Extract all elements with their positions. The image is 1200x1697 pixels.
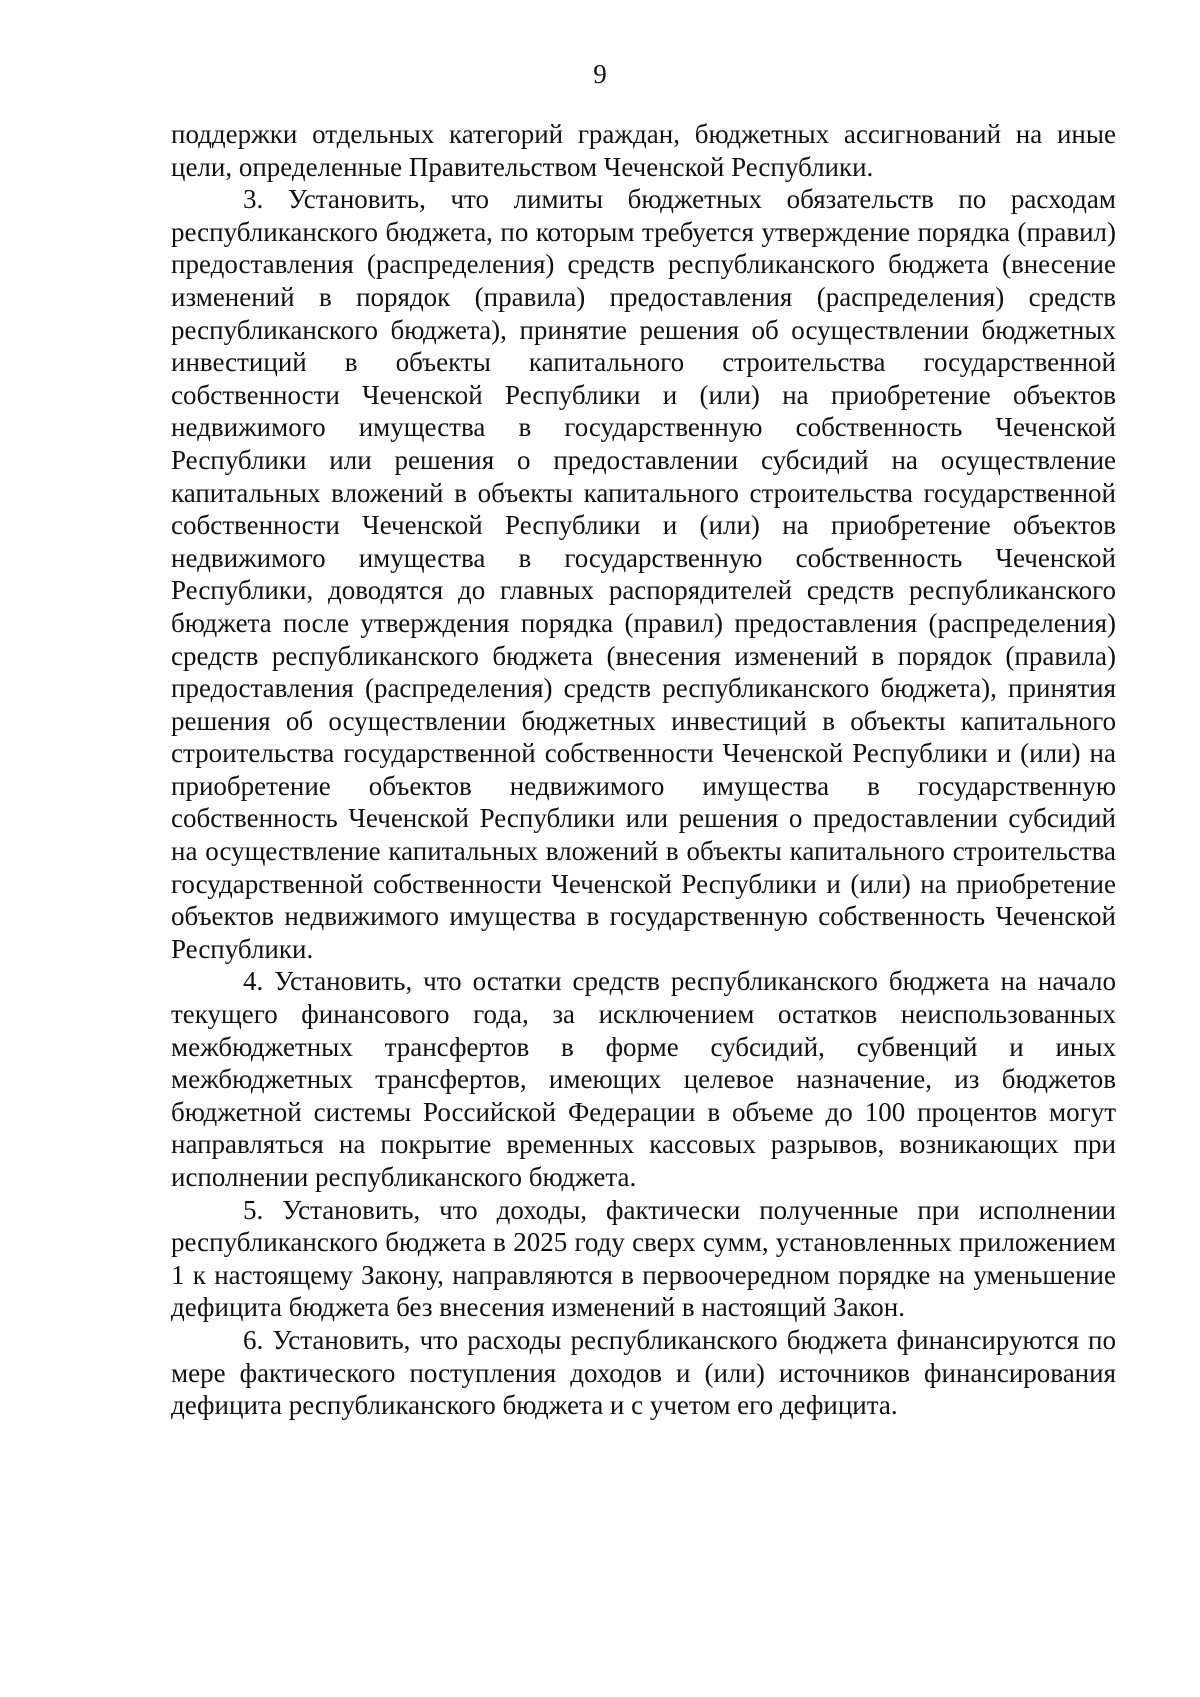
paragraph-continuation: поддержки отдельных категорий граждан, бюджетных ассигнований на иные цели, определенные Правительством Чеченской Республики.	[171, 119, 1116, 182]
paragraph-item-4: 4. Установить, что остатки средств республиканского бюджета на начало текущего финансового года, за исключением остатков неиспользованных межбюджетных трансфертов в форме субсидий, субвенций и иных межбюджетных трансфертов, имеющих целевое назначение, из бюджетов бюджетной системы Российской Федерации в объеме до 100 процентов могут направляться на покрытие временных кассовых разрывов, возникающих при исполнении республиканского бюджета.	[171, 966, 1116, 1192]
paragraph-item-3: 3. Установить, что лимиты бюджетных обязательств по расходам республиканского бюджета, по которым требуется утверждение порядка (правил) предоставления (распределения) средств республиканского бюджета (внесение изменений в порядок (правила) предоставления (распределения) средств республиканского бюджета), принятие решения об осуществлении бюджетных инвестиций в объекты капитального строительства государственной собственности Чеченской Республики и (или) на приобретение объектов недвижимого имущества в государственную собственность Чеченской Республики или решения о предоставлении субсидий на осуществление капитальных вложений в объекты капитального строительства государственной собственности Чеченской Республики и (или) на приобретение объектов недвижимого имущества в государственную собственность Чеченской Республики, доводятся до главных распорядителей средств республиканского бюджета после утверждения порядка (правил) предоставления (распределения) средств республиканского бюджета (внесения изменений в порядок (правила) предоставления (распределения) средств республиканского бюджета), принятия решения об осуществлении бюджетных инвестиций в объекты капитального строительства государственной собственности Чеченской Республики и (или) на приобретение объектов недвижимого имущества в государственную собственность Чеченской Республики или решения о предоставлении субсидий на осуществление капитальных вложений в объекты капитального строительства государственной собственности Чеченской Республики и (или) на приобретение объектов недвижимого имущества в государственную собственность Чеченской Республики.	[171, 184, 1116, 964]
document-body	[171, 118, 1116, 1422]
paragraph-item-5: 5. Установить, что доходы, фактически полученные при исполнении республиканского бюджета в 2025 году сверх сумм, установленных приложением 1 к настоящему Закону, направляются в первоочередном порядке на уменьшение дефицита бюджета без внесения изменений в настоящий Закон.	[171, 1194, 1116, 1323]
page-number: 9	[593, 59, 607, 89]
paragraph-item-6: 6. Установить, что расходы республиканского бюджета финансируются по мере фактического поступления доходов и (или) источников финансирования дефицита республиканского бюджета и с учетом его дефицита.	[171, 1324, 1116, 1421]
